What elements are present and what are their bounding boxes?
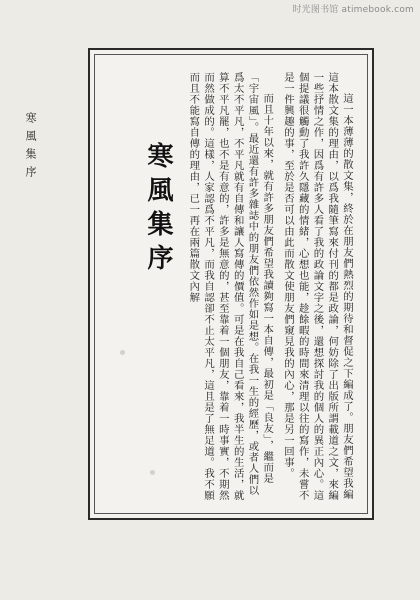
paper-spot [150,470,155,475]
page-frame [88,48,374,520]
body-text [174,72,354,504]
paragraph: 而且十年以來，就有許多朋友們希望我讀夠寫一本自傳，最初是「良友」，繼而是「宇宙風」。最近還有許多雜誌中的朋友們依然作如是想。在我一生的經歷，或者人們以爲太不平凡，不平凡就有自傳和讓人寫傳的價值。可是在我自己看來，我半生的生活，就算不平凡罷，也不是有意的，許多是無意的，甚至靠着一個朋友，靠着一時事實，不期然而然做成的。這樣，人家認爲不平凡，而我自認卻不止太平凡，這且是了無足道。我不願而且不能寫自傳的理由，已一再在兩篇散文內解 [187,72,274,501]
page-title: 寒風集序 [143,142,173,278]
paper-spot [120,350,125,355]
watermark: 时光图书馆 atimebook.com [292,5,414,15]
side-running-title: 寒風集序 [24,112,37,184]
paragraph: 這一本薄薄的散文集，終於在朋友們熱烈的期待和督促之下編成了。朋友們希望我編這本散文集的理由，以爲我隨筆寫來付刊的都是政論，何妨除了出版所謂載道之文，來編一些抒情之作，因爲有許多人看了我的政論文字之後，還想探討我的個人的異正內心。這個提議很觸動了我許久隱藏的情緒，心想也能，趁餘暇的時間來清理以往的寫作，未嘗不是一件興趣的事，至於是否可以由此而散文使朋友們窺見我的內心，那是另一回事。 [281,72,353,501]
